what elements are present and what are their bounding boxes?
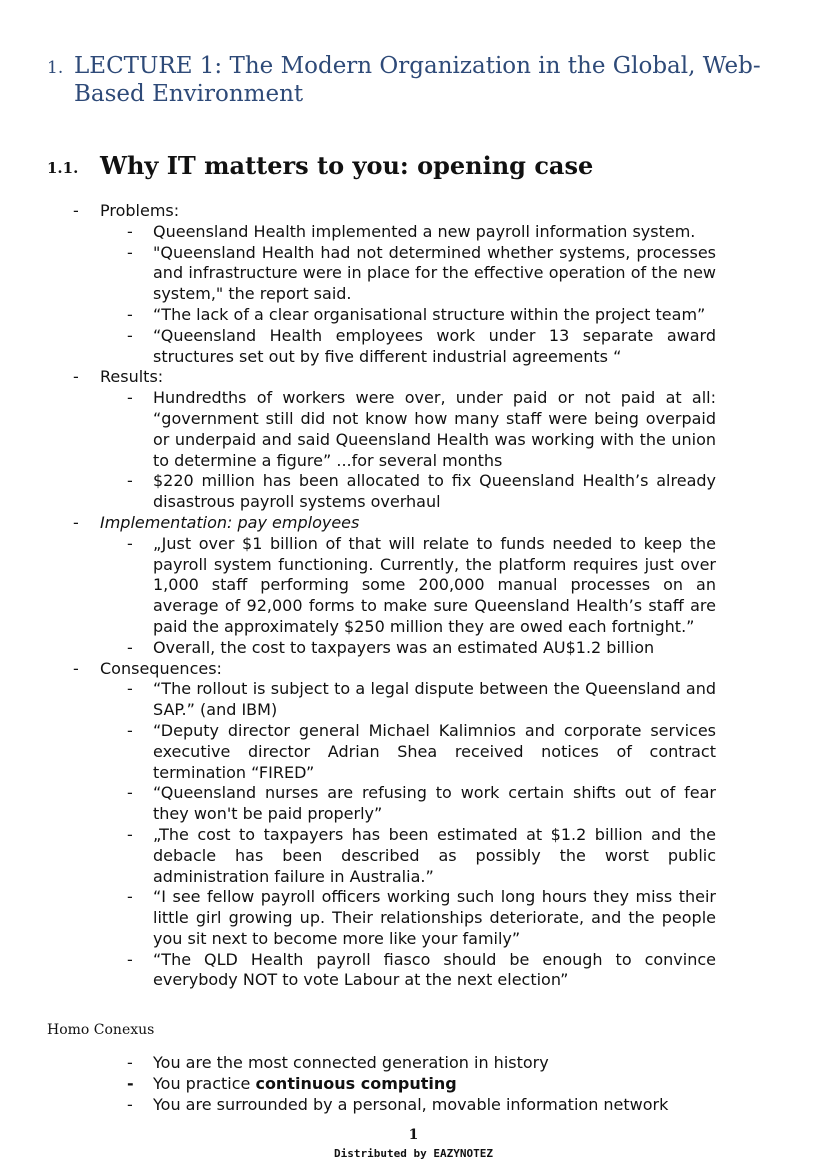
heading-number: 1.	[47, 58, 64, 78]
list-item-text: “The QLD Health payroll fiasco should be enough to convince everybody NOT to vote Labour at the next election”	[153, 949, 716, 990]
bullet-dash: -	[127, 471, 133, 491]
list-item	[0, 388, 716, 471]
section-label-consequences: Consequences:	[100, 658, 222, 678]
list-item	[0, 1095, 716, 1116]
list-item-text: „Just over $1 billion of that will relate to funds needed to keep the payroll system functioning. Currently, the platform requires just over 1,000 staff performing some 200,000 manual processes on an average of 92,000 forms to make sure Queensland Health’s staff are paid the approximately $250 million they are owed each fortnight.”	[153, 533, 716, 636]
list-item-text: “The lack of a clear organisational structure within the project team”	[153, 304, 706, 324]
bullet-dash: -	[127, 679, 133, 699]
list-item	[0, 222, 716, 243]
list-item-text: „The cost to taxpayers has been estimated at $1.2 billion and the debacle has been described as possibly the worst public administration failure in Australia.”	[153, 824, 716, 886]
heading-lecture-1	[47, 52, 787, 108]
bullet-dash: -	[127, 949, 133, 969]
list-item-text: You are surrounded by a personal, movable information network	[153, 1094, 669, 1114]
bullet-dash: -	[127, 887, 133, 907]
heading-text: LECTURE 1: The Modern Organization in the Global, Web-Based Environment	[74, 53, 761, 107]
bullet-dash: -	[127, 1094, 133, 1114]
list-item	[0, 1053, 716, 1074]
section-label-homo-conexus: Homo Conexus	[47, 1022, 155, 1038]
list-item	[0, 887, 716, 949]
list-item-text: Overall, the cost to taxpayers was an estimated AU$1.2 billion	[153, 637, 655, 657]
bullet-dash: -	[127, 325, 133, 345]
opening-case-list	[0, 201, 827, 991]
list-item-text: Queensland Health implemented a new payroll information system.	[153, 221, 696, 241]
section-label-results: Results:	[100, 367, 164, 387]
list-item	[0, 638, 716, 659]
list-item-text: “Queensland nurses are refusing to work certain shifts out of fear they won't be paid properly”	[153, 783, 716, 824]
heading-opening-case	[47, 151, 593, 180]
bullet-dash: -	[127, 783, 133, 803]
list-item	[0, 326, 716, 368]
list-item-text: "Queensland Health had not determined whether systems, processes and infrastructure were in place for the effective operation of the new system," the report said.	[153, 242, 716, 304]
list-item	[0, 679, 716, 721]
list-item-text: Hundredths of workers were over, under paid or not paid at all: “government still did not know how many staff were being overpaid or underpaid and said Queensland Health was working with the union to determine a figure” ...for several months	[153, 388, 716, 470]
list-item	[0, 825, 716, 887]
bullet-dash: -	[127, 637, 133, 657]
list-item-consequences	[0, 659, 720, 680]
list-item	[0, 305, 716, 326]
list-item-text: “I see fellow payroll officers working such long hours they miss their little girl growing up. Their relationships deteriorate, and the people you sit next to become more like your family”	[153, 887, 716, 948]
section-label-problems: Problems:	[100, 201, 180, 220]
page-number: 1	[408, 1127, 419, 1143]
bullet-dash: -	[127, 242, 133, 262]
bullet-dash: -	[73, 512, 79, 532]
list-item-problems	[0, 201, 720, 222]
list-item	[0, 243, 716, 305]
list-item-implementation	[0, 513, 720, 534]
list-item-text: $220 million has been allocated to fix Queensland Health’s already disastrous payroll systems overhaul	[153, 471, 716, 512]
bullet-dash: -	[127, 533, 133, 553]
bullet-dash: -	[127, 388, 133, 408]
bullet-dash: -	[127, 304, 133, 324]
section-label-implementation: Implementation: pay employees	[100, 512, 360, 532]
bullet-dash: -	[127, 720, 133, 740]
list-item	[0, 471, 716, 513]
list-item-text: You are the most connected generation in history	[153, 1053, 549, 1072]
list-item	[0, 534, 716, 638]
list-item-bold-text: continuous computing	[255, 1073, 457, 1093]
subheading-text: Why IT matters to you: opening case	[100, 151, 594, 180]
list-item-text: You practice	[153, 1073, 256, 1093]
subheading-number: 1.1.	[47, 159, 79, 177]
list-item-text: “Deputy director general Michael Kalimnios and corporate services executive director Adrian Shea received notices of contract termination “FIRED”	[153, 720, 716, 782]
footer-distributed-by: Distributed by EAZYNOTEZ	[334, 1147, 493, 1160]
list-item	[0, 783, 716, 825]
list-item	[0, 721, 716, 783]
list-item-text: “The rollout is subject to a legal dispute between the Queensland and SAP.” (and IBM)	[153, 679, 716, 720]
list-item	[0, 1074, 716, 1095]
bullet-dash: -	[73, 201, 79, 220]
bullet-dash: -	[73, 367, 79, 387]
bullet-dash: -	[73, 658, 79, 678]
bullet-dash: -	[127, 1053, 133, 1072]
list-item-results	[0, 367, 720, 388]
homo-conexus-list	[0, 1053, 827, 1115]
bullet-dash: -	[127, 824, 133, 844]
bullet-dash: -	[127, 221, 133, 241]
list-item	[0, 950, 716, 992]
bullet-dash: -	[127, 1073, 134, 1093]
list-item-text: “Queensland Health employees work under 13 separate award structures set out by five different industrial agreements “	[153, 325, 716, 366]
